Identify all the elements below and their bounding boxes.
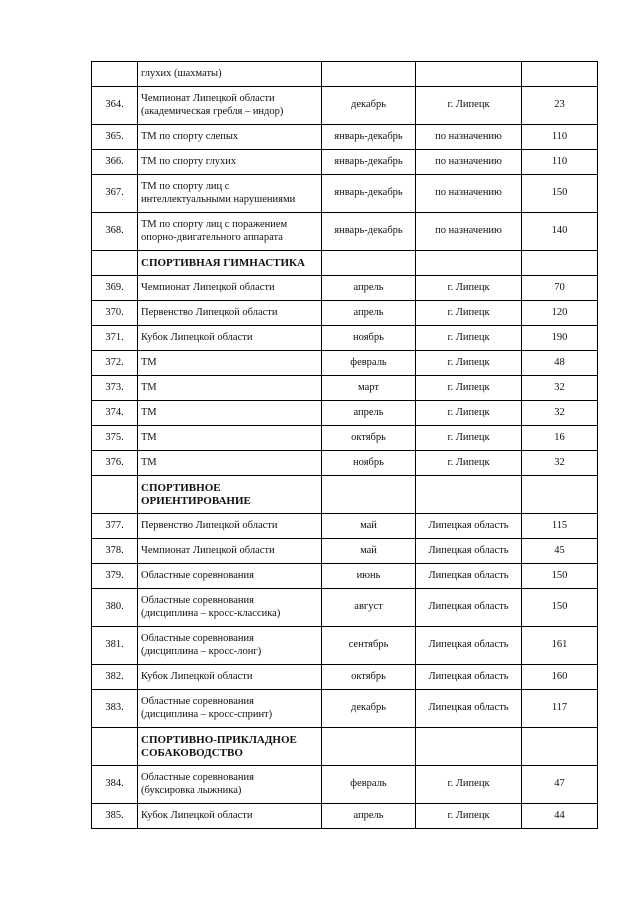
place-cell: г. Липецк <box>416 376 522 401</box>
section-header-row <box>92 728 598 766</box>
date-cell <box>322 476 416 514</box>
row-number-cell: 369. <box>92 276 138 301</box>
participants-cell: 44 <box>522 804 598 829</box>
place-cell <box>416 62 522 87</box>
table-row <box>92 125 598 150</box>
name-line: ТМ по спорту глухих <box>141 155 237 167</box>
name-line: интеллектуальными нарушениями <box>141 193 296 205</box>
place-cell: по назначению <box>416 213 522 251</box>
place-cell: г. Липецк <box>416 766 522 804</box>
place-cell: Липецкая область <box>416 514 522 539</box>
date-cell <box>322 62 416 87</box>
place-cell: по назначению <box>416 125 522 150</box>
place-cell: г. Липецк <box>416 276 522 301</box>
name-line: ТМ по спорту слепых <box>141 130 239 142</box>
place-cell: Липецкая область <box>416 627 522 665</box>
name-line: (буксировка лыжника) <box>141 784 242 796</box>
schedule-table-body <box>92 62 598 829</box>
place-cell: г. Липецк <box>416 451 522 476</box>
row-number-cell: 381. <box>92 627 138 665</box>
date-cell <box>322 728 416 766</box>
place-cell: г. Липецк <box>416 426 522 451</box>
name-line: Чемпионат Липецкой области <box>141 93 275 104</box>
table-row <box>92 326 598 351</box>
name-line: Областные соревнования <box>141 569 254 581</box>
section-header-row <box>92 251 598 276</box>
participants-cell: 117 <box>522 690 598 728</box>
participants-cell <box>522 728 598 766</box>
row-number-cell: 376. <box>92 451 138 476</box>
row-number-cell: 374. <box>92 401 138 426</box>
name-line: Первенство Липецкой области <box>141 519 278 531</box>
table-row <box>92 665 598 690</box>
date-cell: октябрь <box>322 665 416 690</box>
event-name-cell <box>138 451 322 476</box>
event-name-cell <box>138 766 322 804</box>
participants-cell: 47 <box>522 766 598 804</box>
row-number-cell: 368. <box>92 213 138 251</box>
name-line: ТМ <box>141 381 157 393</box>
name-line: СПОРТИВНОЕ <box>141 482 221 494</box>
event-name-cell <box>138 690 322 728</box>
competition-schedule-table <box>91 61 598 829</box>
event-name-cell <box>138 125 322 150</box>
name-line: (дисциплина – кросс-лонг) <box>141 645 262 657</box>
row-number-cell: 372. <box>92 351 138 376</box>
event-name-cell <box>138 150 322 175</box>
participants-cell: 150 <box>522 589 598 627</box>
section-header-row <box>92 476 598 514</box>
row-number-cell: 373. <box>92 376 138 401</box>
participants-cell: 110 <box>522 150 598 175</box>
date-cell: февраль <box>322 351 416 376</box>
row-number-cell: 379. <box>92 564 138 589</box>
table-row <box>92 62 598 87</box>
table-row <box>92 539 598 564</box>
date-cell: январь-декабрь <box>322 150 416 175</box>
table-row <box>92 589 598 627</box>
row-number-cell <box>92 251 138 276</box>
row-number-cell: 380. <box>92 589 138 627</box>
date-cell: апрель <box>322 301 416 326</box>
place-cell: Липецкая область <box>416 690 522 728</box>
participants-cell: 120 <box>522 301 598 326</box>
name-line: Областные соревнования <box>141 772 254 783</box>
place-cell <box>416 728 522 766</box>
name-line: ТМ <box>141 406 157 418</box>
name-line: ТМ по спорту лиц с поражением <box>141 219 288 230</box>
name-line: Областные соревнования <box>141 696 254 707</box>
row-number-cell: 366. <box>92 150 138 175</box>
place-cell: по назначению <box>416 175 522 213</box>
event-name-cell <box>138 326 322 351</box>
name-line: СОБАКОВОДСТВО <box>141 746 243 759</box>
event-name-cell <box>138 539 322 564</box>
event-name-cell <box>138 804 322 829</box>
name-line: Чемпионат Липецкой области <box>141 544 275 556</box>
table-row <box>92 564 598 589</box>
date-cell: октябрь <box>322 426 416 451</box>
name-line: ТМ <box>141 431 157 443</box>
table-row <box>92 451 598 476</box>
row-number-cell: 370. <box>92 301 138 326</box>
date-cell: июнь <box>322 564 416 589</box>
date-cell: август <box>322 589 416 627</box>
date-cell: февраль <box>322 766 416 804</box>
participants-cell: 161 <box>522 627 598 665</box>
participants-cell: 32 <box>522 401 598 426</box>
name-line: глухих (шахматы) <box>141 67 222 79</box>
participants-cell: 150 <box>522 564 598 589</box>
date-cell: ноябрь <box>322 451 416 476</box>
name-line: СПОРТИВНАЯ ГИМНАСТИКА <box>141 256 305 269</box>
event-name-cell <box>138 175 322 213</box>
date-cell: март <box>322 376 416 401</box>
participants-cell: 115 <box>522 514 598 539</box>
table-row <box>92 213 598 251</box>
event-name-cell <box>138 514 322 539</box>
section-title-cell <box>138 476 322 514</box>
table-row <box>92 690 598 728</box>
participants-cell: 140 <box>522 213 598 251</box>
row-number-cell: 371. <box>92 326 138 351</box>
name-line: Областные соревнования <box>141 633 254 644</box>
row-number-cell: 364. <box>92 87 138 125</box>
table-row <box>92 766 598 804</box>
participants-cell: 48 <box>522 351 598 376</box>
participants-cell <box>522 476 598 514</box>
section-title-cell <box>138 728 322 766</box>
event-name-cell <box>138 589 322 627</box>
table-row <box>92 514 598 539</box>
participants-cell: 32 <box>522 376 598 401</box>
date-cell: январь-декабрь <box>322 213 416 251</box>
event-name-cell <box>138 62 322 87</box>
date-cell <box>322 251 416 276</box>
place-cell: г. Липецк <box>416 804 522 829</box>
event-name-cell <box>138 301 322 326</box>
participants-cell: 110 <box>522 125 598 150</box>
table-row <box>92 301 598 326</box>
participants-cell: 32 <box>522 451 598 476</box>
date-cell: май <box>322 514 416 539</box>
row-number-cell <box>92 62 138 87</box>
name-line: Областные соревнования <box>141 595 254 606</box>
row-number-cell: 383. <box>92 690 138 728</box>
date-cell: январь-декабрь <box>322 125 416 150</box>
row-number-cell: 365. <box>92 125 138 150</box>
name-line: ТМ <box>141 356 157 368</box>
table-row <box>92 87 598 125</box>
event-name-cell <box>138 564 322 589</box>
name-line: Первенство Липецкой области <box>141 306 278 318</box>
participants-cell: 160 <box>522 665 598 690</box>
row-number-cell <box>92 476 138 514</box>
place-cell <box>416 476 522 514</box>
date-cell: январь-декабрь <box>322 175 416 213</box>
event-name-cell <box>138 213 322 251</box>
place-cell: г. Липецк <box>416 301 522 326</box>
participants-cell: 70 <box>522 276 598 301</box>
date-cell: сентябрь <box>322 627 416 665</box>
name-line: (дисциплина – кросс-спринт) <box>141 708 273 720</box>
row-number-cell: 384. <box>92 766 138 804</box>
table-row <box>92 401 598 426</box>
place-cell: г. Липецк <box>416 401 522 426</box>
competition-schedule-page <box>91 61 597 829</box>
place-cell: Липецкая область <box>416 589 522 627</box>
event-name-cell <box>138 426 322 451</box>
name-line: ТМ по спорту лиц с <box>141 181 230 192</box>
row-number-cell: 375. <box>92 426 138 451</box>
name-line: опорно-двигательного аппарата <box>141 231 283 243</box>
row-number-cell <box>92 728 138 766</box>
participants-cell <box>522 251 598 276</box>
name-line: (академическая гребля – индор) <box>141 105 284 117</box>
place-cell: Липецкая область <box>416 665 522 690</box>
place-cell: Липецкая область <box>416 564 522 589</box>
date-cell: апрель <box>322 804 416 829</box>
row-number-cell: 378. <box>92 539 138 564</box>
table-row <box>92 376 598 401</box>
participants-cell: 23 <box>522 87 598 125</box>
participants-cell: 45 <box>522 539 598 564</box>
name-line: Кубок Липецкой области <box>141 670 253 682</box>
table-row <box>92 351 598 376</box>
event-name-cell <box>138 376 322 401</box>
row-number-cell: 367. <box>92 175 138 213</box>
table-row <box>92 804 598 829</box>
name-line: СПОРТИВНО-ПРИКЛАДНОЕ <box>141 734 297 746</box>
event-name-cell <box>138 665 322 690</box>
date-cell: апрель <box>322 401 416 426</box>
place-cell: по назначению <box>416 150 522 175</box>
date-cell: апрель <box>322 276 416 301</box>
table-row <box>92 426 598 451</box>
name-line: ТМ <box>141 456 157 468</box>
name-line: (дисциплина – кросс-классика) <box>141 607 281 619</box>
place-cell: г. Липецк <box>416 87 522 125</box>
participants-cell <box>522 62 598 87</box>
table-row <box>92 150 598 175</box>
place-cell <box>416 251 522 276</box>
participants-cell: 190 <box>522 326 598 351</box>
name-line: Чемпионат Липецкой области <box>141 281 275 293</box>
name-line: Кубок Липецкой области <box>141 331 253 343</box>
place-cell: г. Липецк <box>416 351 522 376</box>
table-row <box>92 276 598 301</box>
row-number-cell: 382. <box>92 665 138 690</box>
event-name-cell <box>138 351 322 376</box>
event-name-cell <box>138 276 322 301</box>
table-row <box>92 627 598 665</box>
event-name-cell <box>138 627 322 665</box>
place-cell: г. Липецк <box>416 326 522 351</box>
participants-cell: 16 <box>522 426 598 451</box>
date-cell: декабрь <box>322 87 416 125</box>
date-cell: май <box>322 539 416 564</box>
table-row <box>92 175 598 213</box>
event-name-cell <box>138 87 322 125</box>
row-number-cell: 377. <box>92 514 138 539</box>
participants-cell: 150 <box>522 175 598 213</box>
row-number-cell: 385. <box>92 804 138 829</box>
event-name-cell <box>138 401 322 426</box>
date-cell: ноябрь <box>322 326 416 351</box>
section-title-cell <box>138 251 322 276</box>
place-cell: Липецкая область <box>416 539 522 564</box>
name-line: Кубок Липецкой области <box>141 809 253 821</box>
date-cell: декабрь <box>322 690 416 728</box>
name-line: ОРИЕНТИРОВАНИЕ <box>141 494 251 507</box>
